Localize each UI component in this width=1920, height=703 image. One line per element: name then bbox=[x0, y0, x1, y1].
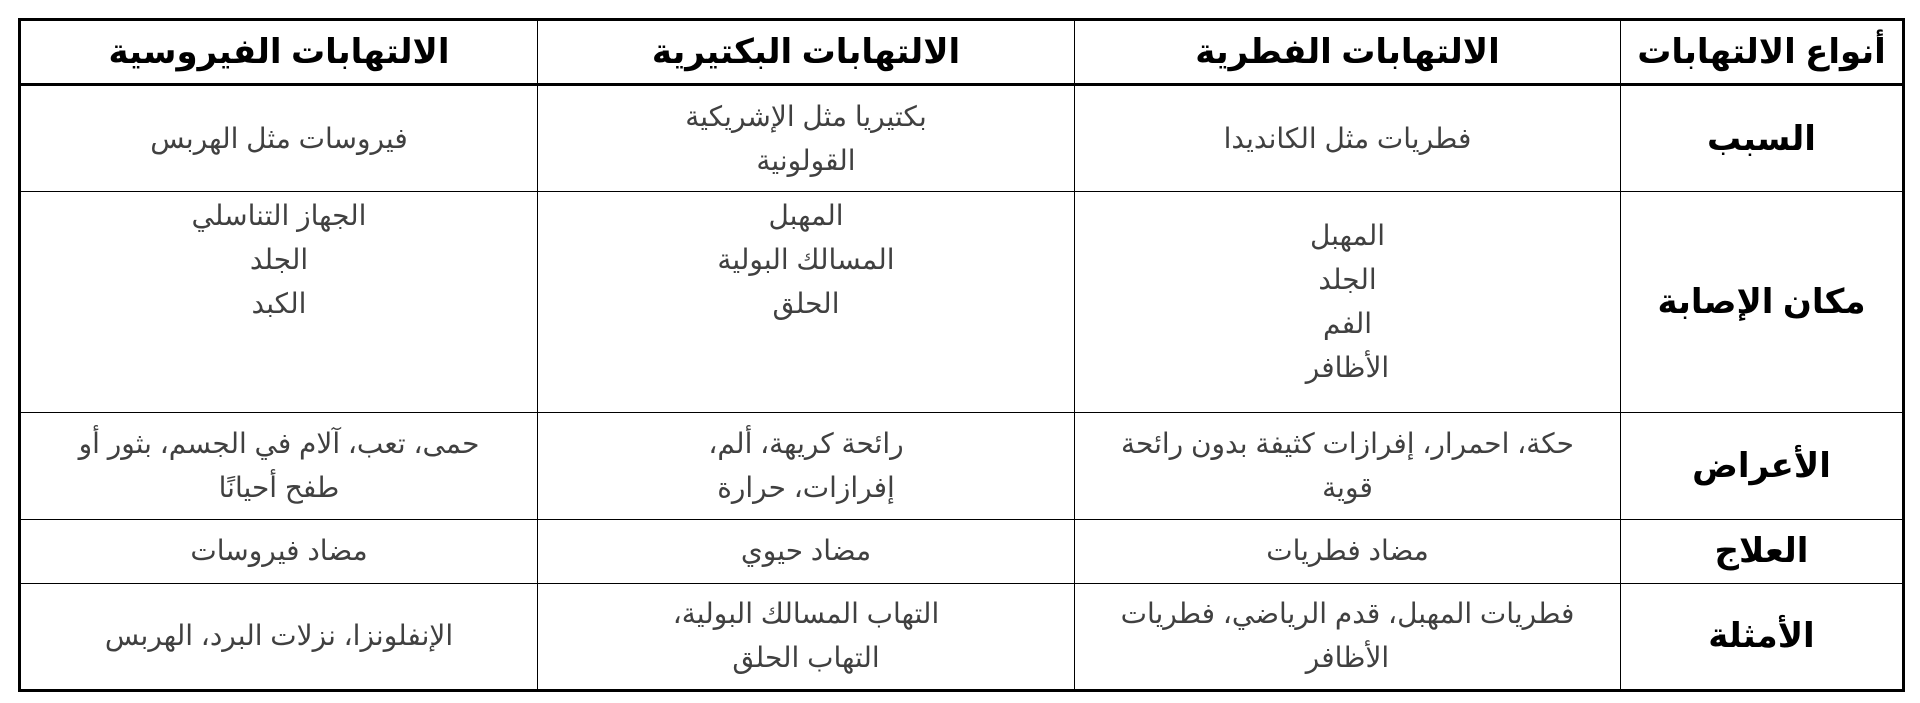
cell-line: رائحة كريهة، ألم، bbox=[708, 427, 904, 459]
cell-cause-bacterial bbox=[538, 85, 1075, 192]
cell-symptoms-viral bbox=[20, 412, 538, 519]
cell-line: الحلق bbox=[772, 288, 840, 320]
cell-line: المهبل bbox=[1309, 219, 1386, 251]
cell-examples-viral bbox=[20, 583, 538, 690]
row-label-symptoms: الأعراض bbox=[1621, 412, 1904, 519]
table-row-cause bbox=[20, 85, 1904, 192]
cell-treatment-bacterial bbox=[538, 519, 1075, 583]
cell-line: فيروسات مثل الهربس bbox=[150, 122, 408, 154]
cell-line: التهاب الحلق bbox=[732, 642, 880, 674]
header-bacterial-infections: الالتهابات البكتيرية bbox=[538, 20, 1075, 85]
cell-symptoms-bacterial bbox=[538, 412, 1075, 519]
infection-comparison-table bbox=[18, 18, 1905, 692]
table-row-location bbox=[20, 192, 1904, 412]
cell-line: فطريات المهبل، قدم الرياضي، فطريات bbox=[1120, 598, 1575, 630]
cell-line: حكة، احمرار، إفرازات كثيفة بدون رائحة bbox=[1121, 427, 1574, 459]
cell-location-bacterial bbox=[538, 192, 1075, 412]
cell-cause-viral bbox=[20, 85, 538, 192]
cell-line: بكتيريا مثل الإشريكية bbox=[685, 100, 927, 132]
cell-line: إفرازات، حرارة bbox=[717, 471, 895, 503]
row-label-location: مكان الإصابة bbox=[1621, 192, 1904, 412]
header-infection-types: أنواع الالتهابات bbox=[1621, 20, 1904, 85]
cell-line: حمى، تعب، آلام في الجسم، بثور أو bbox=[78, 427, 480, 459]
header-row bbox=[20, 20, 1904, 85]
cell-line: الكبد bbox=[251, 288, 307, 320]
cell-line: مضاد فيروسات bbox=[190, 535, 368, 567]
cell-location-fungal bbox=[1075, 192, 1621, 412]
row-label-examples: الأمثلة bbox=[1621, 583, 1904, 690]
cell-examples-fungal bbox=[1075, 583, 1621, 690]
cell-treatment-viral bbox=[20, 519, 538, 583]
cell-symptoms-fungal bbox=[1075, 412, 1621, 519]
cell-line: التهاب المسالك البولية، bbox=[672, 598, 940, 630]
cell-line: طفح أحيانًا bbox=[218, 471, 340, 503]
cell-line: المهبل bbox=[768, 200, 844, 232]
cell-line: المسالك البولية bbox=[717, 244, 895, 276]
cell-line: الأظافر bbox=[1305, 351, 1390, 383]
cell-line: الفم bbox=[1322, 307, 1373, 339]
cell-line: مضاد فطريات bbox=[1266, 535, 1429, 567]
cell-examples-bacterial bbox=[538, 583, 1075, 690]
cell-line: الجلد bbox=[249, 244, 309, 276]
header-viral-infections: الالتهابات الفيروسية bbox=[20, 20, 538, 85]
cell-line: الجهاز التناسلي bbox=[191, 200, 367, 232]
row-label-treatment: العلاج bbox=[1621, 519, 1904, 583]
cell-line: الإنفلونزا، نزلات البرد، الهربس bbox=[104, 620, 454, 652]
cell-line: فطريات مثل الكانديدا bbox=[1223, 122, 1472, 154]
cell-line: الأظافر bbox=[1305, 642, 1390, 674]
cell-line: القولونية bbox=[756, 144, 856, 176]
header-fungal-infections: الالتهابات الفطرية bbox=[1075, 20, 1621, 85]
cell-line: قوية bbox=[1322, 471, 1373, 503]
table-row-treatment bbox=[20, 519, 1904, 583]
cell-treatment-fungal bbox=[1075, 519, 1621, 583]
row-label-cause: السبب bbox=[1621, 85, 1904, 192]
infection-comparison-table-container bbox=[18, 18, 1902, 692]
cell-location-viral bbox=[20, 192, 538, 412]
cell-line: الجلد bbox=[1318, 263, 1377, 295]
table-row-examples bbox=[20, 583, 1904, 690]
cell-cause-fungal bbox=[1075, 85, 1621, 192]
table-row-symptoms bbox=[20, 412, 1904, 519]
cell-line: مضاد حيوي bbox=[740, 535, 872, 567]
